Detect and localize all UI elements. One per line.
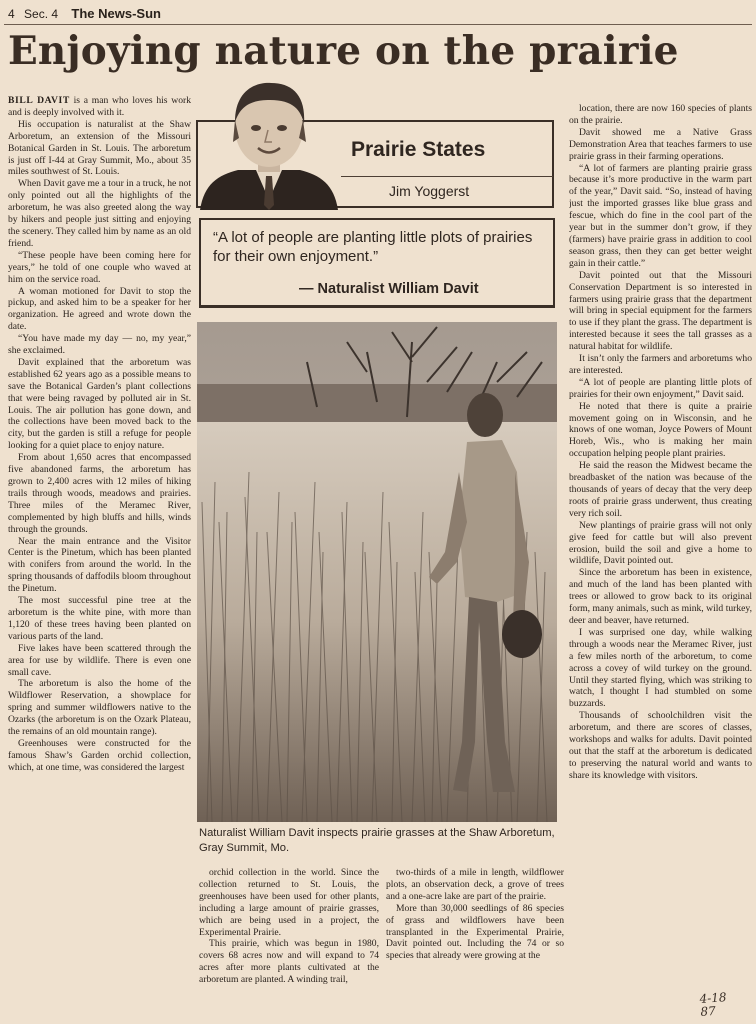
article-column-1 (8, 95, 191, 1017)
paragraph: Davit pointed out that the Missouri Conservation Department is so interested in farmers using prairie grass that the department will bring in special equipment for the farmers to use if they plant the grass. The department is interested because it sees the tall grasses as a natural habitat for wildlife. (569, 269, 752, 353)
paragraph: He noted that there is quite a prairie movement going on in Wisconsin, and he knows of one woman, Joyce Powers of Mount Horeb, Wis., who is making her main occupation helping people plant prairies. (569, 400, 752, 460)
top-rule (4, 24, 752, 25)
column-header-rule (341, 176, 553, 177)
paragraph: Since the arboretum has been in existence, and much of the land has been planted with trees or allowed to grow back to its original form, many animals, such as mink, wild turkey, deer and beaver, have returned. (569, 567, 752, 626)
paragraph: A woman motioned for Davit to stop the pickup, and asked him to be a speaker for her organization. He agreed and wrote down the date. (8, 285, 191, 333)
paragraph: The most successful pine tree at the arboretum is the white pine, with more than 1,120 of these trees having been planted on various parts of the land. (8, 595, 191, 642)
paragraph: Thousands of schoolchildren visit the arboretum, and there are scores of classes, workshops and walks for adults. Davit pointed out that the staff at the arboretum is dedicated to preserving the natural world and wants to share its knowledge with visitors. (569, 710, 752, 781)
newspaper-name: The News-Sun (71, 6, 161, 21)
pull-quote-attribution: — Naturalist William Davit (299, 281, 479, 297)
paragraph: orchid collection in the world. Since the collection returned to St. Louis, the greenhouses have been used for other plants, including a large amount of prairie grasses, which are being used in a project, the Experimental Prairie. (199, 867, 379, 938)
column-author: Jim Yoggerst (389, 183, 470, 199)
paragraph: This prairie, which was begun in 1980, covers 68 acres now and will expand to 74 acres after more plants cultivated at the arboretum are planted. A winding trail, (199, 938, 379, 986)
columnist-portrait (198, 80, 340, 210)
paragraph: “You have made my day — no, my year,” she exclaimed. (8, 333, 191, 357)
handwritten-date: 4-18 87 (699, 990, 727, 1019)
paragraph: Near the main entrance and the Visitor Center is the Pinetum, which has been planted with conifers from around the world. In the spring thousands of daffodils bloom throughout the Pinetum. (8, 535, 191, 595)
article-column-3 (386, 867, 564, 1017)
pull-quote-text: “A lot of people are planting little plots of prairies for their own enjoyment.” (213, 229, 533, 265)
folio-line (8, 6, 161, 21)
paragraph: It isn’t only the farmers and arboretums who are interested. (569, 353, 752, 376)
paragraph: New plantings of prairie grass will not only give feed for cattle but will also prevent erosion, build the soil and give a home to wildlife, Davit pointed out. (569, 519, 752, 567)
page-number: 4 (8, 7, 15, 21)
paragraph: “These people have been coming here for years,” he told of one couple who waved at him on the service road. (8, 249, 191, 285)
paragraph: location, there are now 160 species of plants on the prairie. (569, 103, 752, 126)
article-column-4 (569, 103, 752, 1017)
section-label: Sec. 4 (24, 7, 59, 21)
paragraph: Davit explained that the arboretum was established 62 years ago as a possible means to save the Botanical Garden’s plant collections that were being ravaged by polluted air in St. Louis. The air pollution has gone down, and the collections have been moved back to the city, but the garden is still a refuge for people looking for a quiet place to enjoy nature. (8, 356, 191, 452)
paragraph: two-thirds of a mile in length, wildflower plots, an observation deck, a grove of trees and a one-acre lake are part of the prairie. (386, 867, 564, 902)
paragraph: Five lakes have been scattered through the area for use by wildlife. There is even one small cave. (8, 642, 191, 678)
paragraph: When Davit gave me a tour in a truck, he not only pointed out all the highlights of the arboretum, he was also greeted along the way by hikers and people just sitting and enjoying the scenery. They called him by name as an old friend. (8, 178, 191, 249)
paragraph: “A lot of people are planting little plots of prairies for their own enjoyment,” Davit said. (569, 376, 752, 400)
paragraph: He said the reason the Midwest became the breadbasket of the nation was because of the thousands of years of decay that the very deep roots of prairie grass underwent, thus creating very rich soil. (569, 460, 752, 519)
paragraph: The arboretum is also the home of the Wildflower Reservation, a showplace for spring and summer wildflowers native to the Ozarks (the arboretum is on the Ozark Plateau, the remains of an old mountain range). (8, 678, 191, 738)
lead-name: BILL DAVIT (8, 95, 70, 106)
paragraph: From about 1,650 acres that encompassed five abandoned farms, the arboretum has grown to 2,400 acres with 12 miles of hiking trails through woods, meadows and prairies. Three miles of the Meramec River, complemented by high bluffs and hills, winds through the grounds. (8, 452, 191, 535)
headline: Enjoying nature on the prairie (8, 28, 679, 74)
photo-caption: Naturalist William Davit inspects prairie grasses at the Shaw Arboretum, Gray Summit, Mo. (199, 827, 555, 854)
paragraph: I was surprised one day, while walking through a woods near the Meramec River, just a few miles north of the arboretum, to come across a covey of wild turkey on the ground. Until they started flying, which was striking to watch, I thought I had stumbled on some buzzards. (569, 626, 752, 710)
lead-text: is a man who loves his work and is deeply involved with it. (8, 95, 191, 118)
prairie-photo (197, 322, 557, 822)
lead-paragraph (8, 95, 191, 119)
paragraph: More than 30,000 seedlings of 86 species of grass and wildflowers have been transplanted in the Experimental Prairie, Davit pointed out. Including the 74 or so species that already were growing at the (386, 902, 564, 962)
paragraph: Davit showed me a Native Grass Demonstration Area that teaches farmers to use prairie grass in their farming operations. (569, 126, 752, 162)
column-title: Prairie States (351, 138, 486, 161)
paragraph: “A lot of farmers are planting prairie grass because it’s more productive in the warm part of the year,” Davit said. “So, instead of having just the imported grasses like blue grass and fescue, which do fine in the cool part of the year but in the summer don’t grow, if they (farmers) have prairie grass in addition to cool season grass, then they can get better weight gain in their cattle.” (569, 162, 752, 269)
article-column-2 (199, 867, 379, 1017)
paragraph: His occupation is naturalist at the Shaw Arboretum, an extension of the Missouri Botanical Garden in St. Louis. The arboretum is just off I-44 at Gray Summit, Mo., about 35 miles southwest of St. Louis. (8, 118, 191, 178)
paragraph: Greenhouses were constructed for the famous Shaw’s Garden orchid collection, which, at one time, was considered the largest (8, 737, 191, 773)
